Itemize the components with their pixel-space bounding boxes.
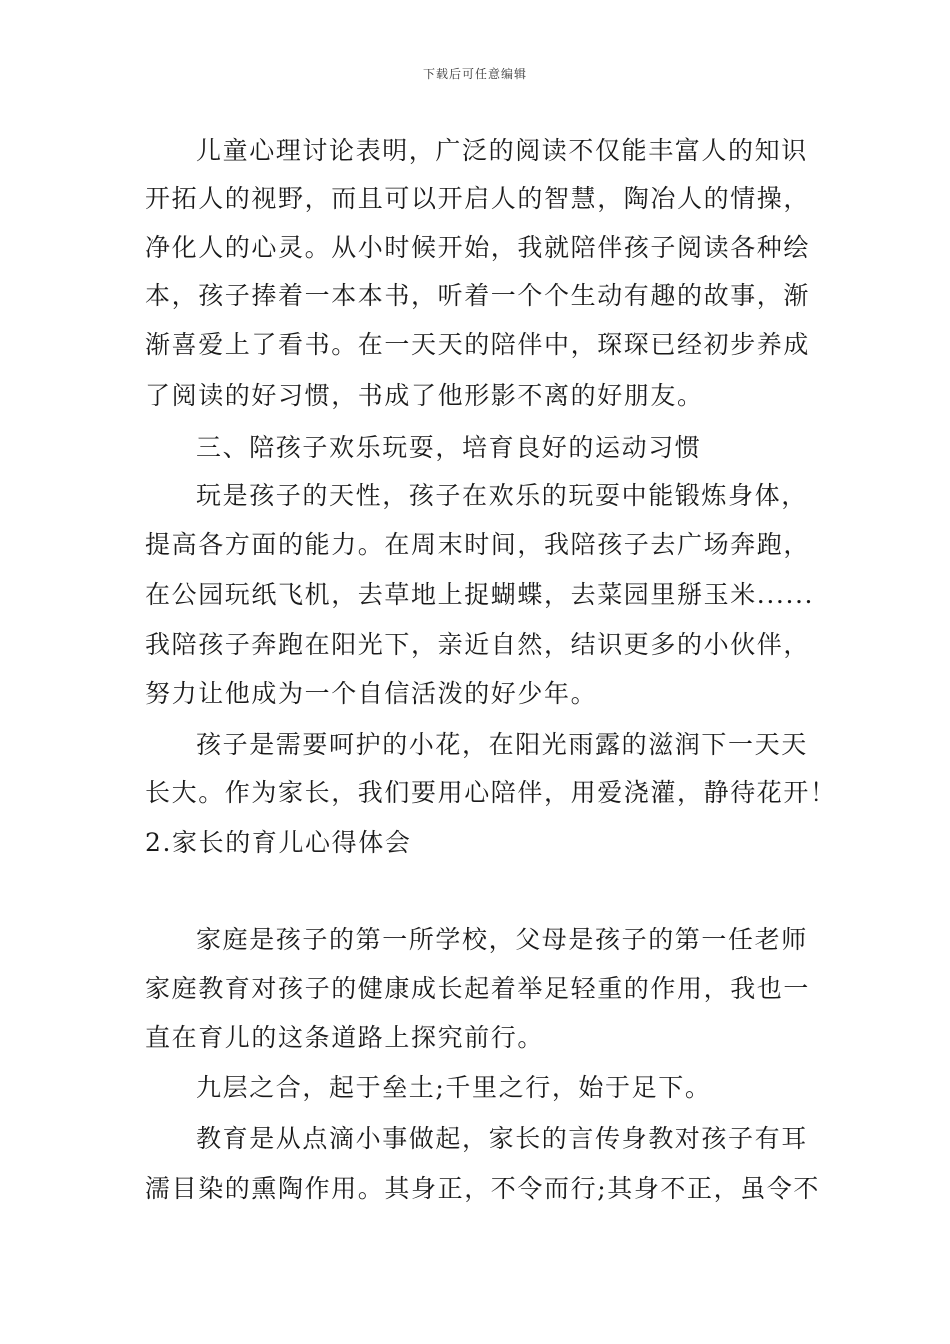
body-line: 儿童心理讨论表明，广泛的阅读不仅能丰富人的知识	[196, 136, 808, 165]
body-line: 家庭教育对孩子的健康成长起着举足轻重的作用，我也一	[145, 974, 811, 1003]
section-heading: 三、陪孩子欢乐玩耍，培育良好的运动习惯	[196, 433, 702, 462]
body-line: 努力让他成为一个自信活泼的好少年。	[145, 679, 598, 708]
body-line: 在公园玩纸飞机，去草地上捉蝴蝶，去菜园里掰玉米......	[145, 580, 815, 609]
body-line: 玩是孩子的天性，孩子在欢乐的玩耍中能锻炼身体，	[196, 481, 808, 510]
body-line: 了阅读的好习惯，书成了他形影不离的好朋友。	[145, 381, 704, 410]
body-line: 孩子是需要呵护的小花，在阳光雨露的滋润下一天天	[196, 730, 808, 759]
body-line: 我陪孩子奔跑在阳光下，亲近自然，结识更多的小伙伴，	[145, 630, 811, 659]
body-line: 长大。作为家长，我们要用心陪伴，用爱浇灌，静待花开！	[145, 778, 837, 807]
body-line: 渐喜爱上了看书。在一天天的陪伴中，琛琛已经初步养成	[145, 330, 811, 359]
body-line: 家庭是孩子的第一所学校，父母是孩子的第一任老师	[196, 925, 808, 954]
body-line: 直在育儿的这条道路上探究前行。	[145, 1023, 545, 1052]
body-line: 本，孩子捧着一本本书，听着一个个生动有趣的故事，渐	[145, 281, 811, 310]
body-line: 九层之合，起于垒土;千里之行，始于足下。	[196, 1073, 712, 1102]
body-line: 濡目染的熏陶作用。其身正，不令而行;其身不正，虽令不	[145, 1174, 821, 1203]
page-header: 下载后可任意编辑	[422, 67, 527, 81]
body-line: 开拓人的视野，而且可以开启人的智慧，陶冶人的情操，	[145, 184, 811, 213]
body-line: 教育是从点滴小事做起，家长的言传身教对孩子有耳	[196, 1124, 808, 1153]
body-line: 提高各方面的能力。在周末时间，我陪孩子去广场奔跑，	[145, 530, 811, 559]
section-title: 2.家长的育儿心得体会	[145, 828, 412, 857]
body-line: 净化人的心灵。从小时候开始，我就陪伴孩子阅读各种绘	[145, 233, 811, 262]
